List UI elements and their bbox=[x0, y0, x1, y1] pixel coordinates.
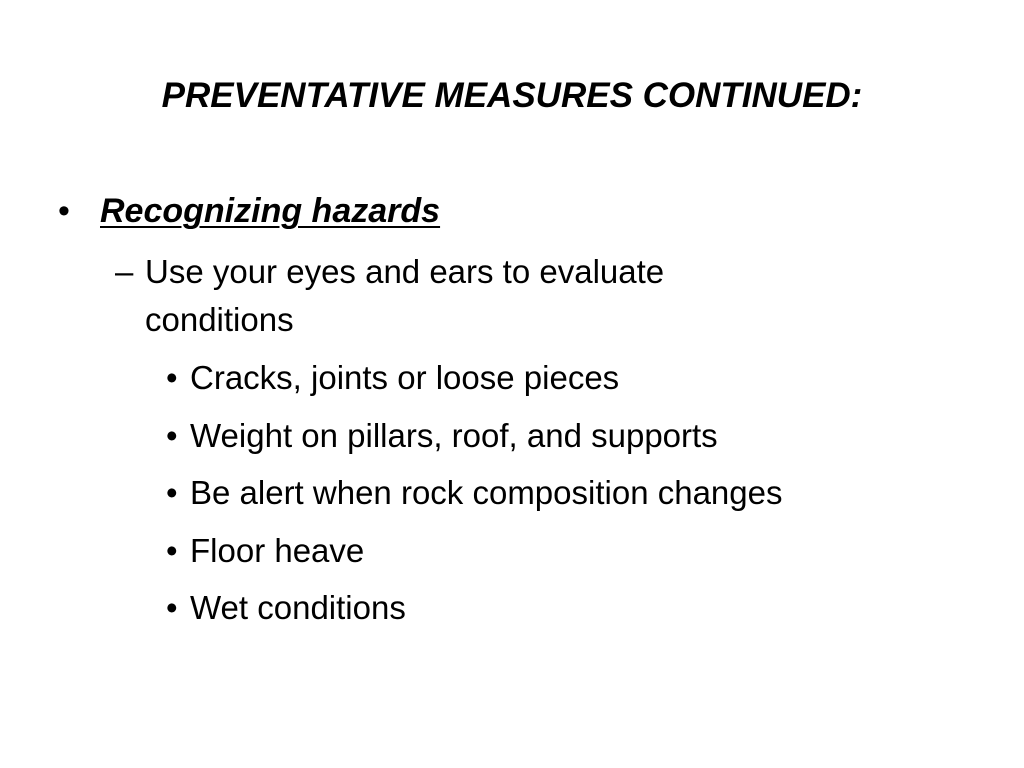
bullet-marker: • bbox=[166, 474, 178, 511]
dash-marker: – bbox=[115, 253, 134, 290]
list-item-text: Cracks, joints or loose pieces bbox=[190, 359, 620, 396]
bullet-heading: Recognizing hazards bbox=[100, 192, 441, 230]
list-item bbox=[166, 464, 783, 522]
list-item bbox=[166, 349, 783, 407]
bullet-marker: • bbox=[166, 531, 178, 569]
list-item-text: Floor heave bbox=[190, 531, 365, 569]
list-item bbox=[166, 522, 783, 580]
list-item-text: Be alert when rock composition changes bbox=[190, 474, 783, 511]
bullet-marker: • bbox=[58, 192, 70, 230]
bullet-recognizing-hazards bbox=[58, 189, 440, 233]
list-item bbox=[166, 579, 783, 637]
hazard-list bbox=[166, 349, 783, 637]
bullet-marker: • bbox=[166, 589, 178, 626]
bullet-marker: • bbox=[166, 416, 178, 454]
bullet-marker: • bbox=[166, 359, 178, 396]
list-item bbox=[166, 407, 783, 465]
list-item-text: Wet conditions bbox=[190, 589, 406, 626]
slide-title: PREVENTATIVE MEASURES CONTINUED: bbox=[161, 76, 863, 115]
sub-bullet-text: Use your eyes and ears to evaluate conditions bbox=[145, 253, 665, 338]
list-item-text: Weight on pillars, roof, and supports bbox=[190, 416, 718, 454]
sub-bullet bbox=[115, 248, 815, 344]
